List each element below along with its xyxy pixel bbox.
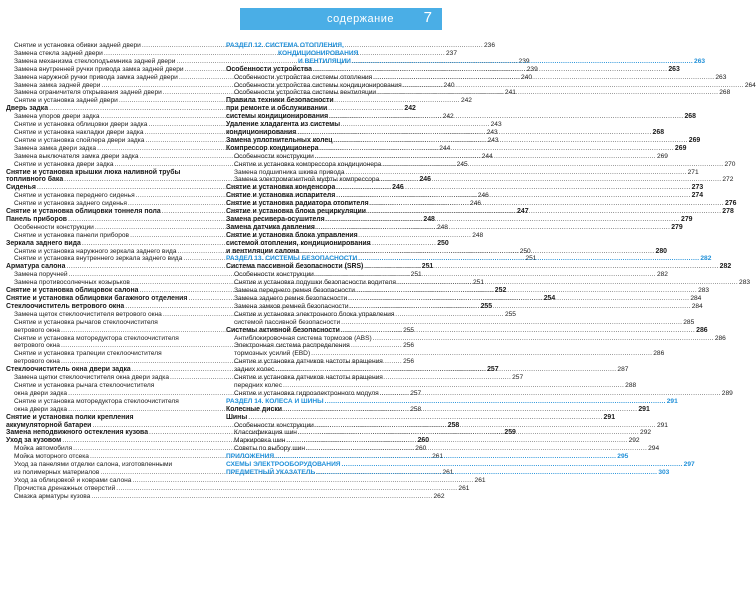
toc-page-number: 276 — [724, 200, 737, 208]
toc-entry-title: системой пассивной безопасности — [234, 318, 341, 326]
toc-page-number: 273 — [691, 184, 704, 192]
toc-entry[interactable] — [226, 271, 668, 279]
toc-page-number: 236 — [483, 42, 495, 49]
dot-leader — [333, 137, 687, 145]
toc-entry-title: окна двери задка — [14, 405, 68, 413]
toc-page-number: 283 — [698, 287, 710, 295]
dot-leader — [350, 303, 691, 311]
toc-entry-title: Снятие и установка двери задка — [14, 160, 114, 168]
toc-page-number: 248 — [472, 231, 484, 239]
toc-page-number: 261 — [458, 484, 470, 492]
toc-entry-title: РАЗДЕЛ 13. СИСТЕМЫ БЕЗОПАСНОСТИ — [226, 255, 358, 263]
toc-page-number: 256 — [403, 358, 415, 366]
toc-page-number: 289 — [721, 389, 733, 397]
toc-entry-title: Замена внутренней ручки привода замка задней двери — [14, 65, 184, 73]
toc-page-number: 286 — [714, 334, 726, 342]
toc-entry-title: ветрового окна — [14, 358, 60, 366]
toc-entry[interactable] — [226, 184, 704, 192]
toc-entry-title: Смазка арматуры кузова — [14, 492, 91, 500]
dot-leader — [116, 485, 457, 493]
toc-entry-title: Зеркала заднего вида — [6, 239, 81, 247]
toc-heading-line: при ремонте и обслуживании — [226, 105, 328, 113]
toc-entry-title: Замена неподвижного остекления кузова — [6, 429, 149, 437]
dot-leader — [346, 169, 687, 177]
toc-entry-title: Снятие и установка задней двери — [14, 97, 118, 105]
dot-leader — [373, 335, 714, 343]
dot-leader — [298, 429, 639, 437]
toc-entry[interactable] — [6, 476, 486, 485]
toc-page-number: 285 — [683, 318, 695, 326]
toc-entry-title: кондиционирования — [226, 128, 297, 136]
toc-entry-line: Снятие и установка рычага стеклоочистителя — [14, 381, 155, 389]
toc-page-number: 303 — [658, 468, 670, 476]
dot-leader — [315, 153, 656, 161]
toc-entry-title: Замена ресивера-осушителя — [226, 215, 325, 223]
toc-entry-title: задних колес — [234, 366, 275, 374]
toc-heading-line: системой отопления, кондиционирования — [226, 239, 371, 247]
dot-leader — [342, 461, 683, 469]
toc-entry-title: Снятие и установка конденсора — [226, 184, 336, 192]
toc-page-number: 239 — [518, 57, 530, 65]
toc-entry-title: Классификация шин — [234, 429, 297, 437]
toc-page-number: 271 — [687, 168, 699, 176]
toc-entry-title: Замена переднего ремня безопасности — [234, 287, 355, 295]
toc-entry-title: Замена замков ремней безопасности — [234, 302, 349, 310]
toc-entry[interactable] — [226, 405, 650, 414]
dot-leader — [377, 89, 718, 97]
toc-heading-line: РАЗДЕЛ 12. СИСТЕМА ОТОПЛЕНИЯ, — [226, 42, 344, 49]
toc-entry-title: Стеклоочиститель окна двери задка — [6, 366, 131, 374]
toc-entry-line: Снятие и установка трапеции стеклоочистителя — [14, 350, 162, 358]
toc-page-number: 268 — [719, 89, 731, 97]
toc-page-number: 254 — [543, 295, 556, 302]
toc-entry-title: Уход за кузовом — [6, 437, 62, 445]
toc-entry-title: Снятие и установка гидроэлектронного модуля — [234, 389, 379, 397]
dot-leader — [300, 248, 654, 256]
toc-entry[interactable] — [226, 389, 733, 398]
toc-page-number: 260 — [415, 445, 427, 453]
toc-entry-title: Снятие и установка облицовки двери задка — [14, 121, 148, 129]
toc-page-number: 255 — [403, 326, 415, 334]
toc-page-number: 261 — [442, 468, 454, 476]
dot-leader — [91, 493, 432, 501]
dot-leader — [297, 129, 651, 137]
toc-heading-line: Снятие и установка блока управления — [226, 231, 358, 239]
toc-entry-title: Особенности устройства системы вентиляции — [234, 89, 377, 97]
toc-entry-title: Маркировка шин — [234, 437, 286, 445]
toc-entry-title: Шины — [226, 413, 248, 421]
dot-leader — [275, 366, 616, 374]
toc-entry[interactable] — [226, 413, 616, 422]
toc-entry-title: ветрового окна — [14, 342, 60, 350]
dot-leader — [316, 224, 670, 232]
toc-page-number: 269 — [688, 136, 701, 144]
dot-leader — [336, 184, 690, 192]
toc-entry[interactable] — [226, 350, 665, 358]
toc-entry-title: Снятие и установка спойлера двери задка — [14, 136, 145, 144]
toc-entry-title: Снятие и установка заднего сиденья — [14, 200, 127, 208]
toc-entry-title: Дверь задка — [6, 105, 49, 113]
toc-page-number: 243 — [486, 128, 498, 136]
toc-heading-line: Удаление хладагента из системы — [226, 121, 341, 129]
dot-leader — [352, 58, 693, 66]
dot-leader — [325, 398, 666, 406]
toc-entry-title: Особенности конструкции — [14, 223, 94, 231]
toc-entry-title: аккумуляторной батареи — [6, 421, 92, 429]
toc-entry-title: Антиблокировочная система тормозов (ABS) — [234, 334, 372, 342]
dot-leader — [380, 176, 721, 184]
toc-entry-title: Прочистка дренажных отверстий — [14, 484, 116, 492]
toc-entry[interactable] — [226, 445, 660, 453]
toc-page-number: 258 — [447, 421, 460, 429]
toc-entry-title: Снятие и установка облицовки багажного отделения — [6, 295, 188, 302]
dot-leader — [132, 477, 473, 485]
toc-entry-title: Особенности устройства системы кондиционирования — [234, 81, 402, 89]
toc-entry-title: ветрового окна — [14, 326, 60, 334]
toc-page-number: 263 — [715, 73, 727, 81]
toc-entry-title: Замена выключателя замка двери задка — [14, 152, 139, 160]
toc-page-number: 250 — [437, 239, 449, 247]
toc-page-number: 295 — [617, 453, 629, 461]
toc-page-number: 242 — [442, 113, 454, 121]
toc-page-number: 248 — [423, 215, 435, 223]
dot-leader — [248, 414, 602, 422]
dot-leader — [341, 319, 682, 327]
toc-entry-title: Замена стекла задней двери — [14, 49, 103, 57]
toc-page-number: 258 — [410, 405, 422, 413]
toc-page-number: 251 — [421, 263, 434, 271]
dot-leader — [403, 82, 744, 90]
toc-entry-title: ПРЕДМЕТНЫЙ УКАЗАТЕЛЬ — [226, 468, 316, 476]
toc-entry-title: Снятие и установка обивки задней двери — [14, 42, 141, 49]
toc-page-number: 291 — [638, 405, 650, 413]
toc-entry[interactable] — [226, 176, 734, 184]
toc-entry-title: тормозных усилий (EBD) — [234, 350, 311, 358]
toc-entry-title: Арматура салона — [6, 263, 66, 271]
dot-leader — [329, 113, 683, 121]
toc-page-number: 264 — [744, 81, 756, 89]
toc-entry-title: из полимерных материалов — [14, 468, 100, 476]
toc-entry[interactable] — [6, 492, 445, 501]
toc-page-number: 261 — [474, 476, 486, 484]
toc-entry-line: Снятие и установка крышки люка наливной трубы — [6, 168, 181, 176]
toc-page-number: 282 — [700, 255, 712, 263]
toc-page-number: 242 — [404, 105, 416, 113]
toc-page-number: 251 — [410, 271, 422, 279]
dot-leader — [326, 216, 680, 224]
toc-entry-title: Снятие и установка испарителя — [226, 192, 336, 200]
toc-page-number: 244 — [481, 152, 493, 160]
toc-entry-title: Панель приборов — [6, 215, 68, 223]
toc-page-number: 244 — [439, 144, 451, 152]
toc-page-number: 291 — [656, 421, 668, 429]
toc-page-number: 246 — [470, 200, 482, 208]
toc-page-number: 270 — [724, 160, 736, 168]
toc-entry-title: Особенности устройства — [226, 65, 312, 73]
toc-entry-title: ПРИЛОЖЕНИЯ — [226, 453, 275, 461]
toc-entry-title: Замена датчика давления — [226, 223, 315, 231]
toc-page-number: 268 — [684, 113, 696, 121]
dot-leader — [380, 390, 721, 398]
toc-page-number: 286 — [696, 326, 708, 334]
toc-entry-title: Особенности конструкции — [234, 271, 314, 279]
toc-entry-title: Замена подшипника шкива привода — [234, 168, 345, 176]
toc-page-number: 269 — [656, 152, 668, 160]
toc-page-number: 251 — [525, 255, 537, 263]
toc-entry[interactable] — [226, 334, 726, 343]
dot-leader — [316, 469, 657, 477]
toc-page-number: 280 — [655, 247, 667, 255]
toc-entry-title: топливного бака — [6, 176, 64, 184]
toc-page-number: 248 — [436, 223, 448, 231]
toc-entry[interactable] — [226, 326, 708, 335]
toc-page-number: 291 — [603, 413, 616, 421]
toc-entry-title: Снятие и установка блока рециркуляции — [226, 208, 366, 216]
dot-leader — [382, 161, 723, 169]
toc-page-number: 288 — [625, 381, 637, 389]
toc-entry-title: Замена упоров двери задка — [14, 113, 100, 121]
toc-page-number: 243 — [487, 136, 499, 144]
toc-page-number: 279 — [671, 223, 683, 231]
toc-page-number: 282 — [719, 263, 732, 271]
toc-entry-title: Замена противосолнечных козырьков — [14, 279, 130, 287]
toc-entry-title: окна двери задка — [14, 389, 68, 397]
toc-page-number: 243 — [490, 121, 502, 129]
toc-page-number: 287 — [617, 366, 629, 374]
toc-entry-title: Мойка автомобиля — [14, 445, 73, 453]
dot-leader — [283, 406, 637, 414]
toc-entry-title: Замена щетки стеклоочистителя окна двери задка — [14, 374, 170, 382]
toc-entry-title: Уход за облицовкой и коврами салона — [14, 476, 132, 484]
toc-entry-title: Колесные диски — [226, 405, 283, 413]
toc-section-link[interactable] — [226, 397, 678, 406]
toc-entry-line: Снятие и установка рычагов стеклоочистителя — [14, 318, 158, 326]
toc-entry-title: Замена щеток стеклоочистителя ветрового окна — [14, 310, 162, 318]
toc-entry[interactable] — [226, 318, 695, 327]
toc-heading-line: Правила техники безопасности — [226, 97, 334, 105]
toc-page-number: 292 — [640, 429, 652, 437]
toc-page-number: 263 — [694, 57, 706, 65]
toc-entry-title: передних колес — [234, 381, 283, 389]
toc-entry-line: Снятие и установка датчиков частоты вращения — [234, 358, 383, 366]
toc-page-number: 257 — [512, 374, 524, 382]
toc-entry-title: Снятие и установка панели приборов — [14, 231, 130, 239]
toc-section-link[interactable] — [226, 461, 695, 469]
toc-entry-title: Снятие и установка облицовки тоннеля пола — [6, 208, 161, 216]
dot-leader — [320, 145, 674, 153]
toc-page-number: 246 — [477, 192, 489, 200]
toc-entry-title: Замена уплотнительных колец — [226, 136, 333, 144]
toc-page-number: 282 — [656, 271, 668, 279]
toc-page-number: 255 — [480, 302, 493, 310]
dot-leader — [275, 453, 616, 461]
dot-leader — [356, 287, 697, 295]
toc-page-number: 257 — [487, 366, 499, 374]
toc-entry-line: Уход за панелями отделки салона, изготовленными — [14, 461, 173, 469]
dot-leader — [367, 208, 721, 216]
dot-leader — [348, 295, 689, 303]
dot-leader — [306, 445, 647, 453]
toc-entry[interactable] — [6, 484, 470, 493]
toc-page-number: 240 — [443, 81, 455, 89]
toc-page-number: 297 — [683, 461, 695, 469]
toc-entry-title: РАЗДЕЛ 14. КОЛЕСА И ШИНЫ — [226, 397, 324, 405]
toc-entry-title: Системы активной безопасности — [226, 326, 340, 334]
toc-entry-title: Советы по выбору шин — [234, 445, 305, 453]
toc-entry-title: Замена поручней — [14, 271, 68, 279]
toc-entry-title: Снятие и установка облицовок салона — [6, 287, 139, 295]
toc-entry-title: Снятие и установка переднего сиденья — [14, 192, 135, 200]
toc-entry-title: и вентиляции салона — [226, 247, 300, 255]
toc-entry-title: Мойка моторного отсека — [14, 453, 89, 461]
toc-page-number: 279 — [681, 215, 693, 223]
toc-page-number: 240 — [520, 73, 532, 81]
toc-page-number: 284 — [690, 295, 702, 302]
toc-page-number: 291 — [666, 397, 678, 405]
dot-leader — [315, 271, 656, 279]
toc-page-number: 272 — [722, 176, 734, 184]
toc-page-number: 250 — [519, 247, 531, 255]
dot-leader — [336, 192, 690, 200]
dot-leader — [313, 66, 667, 74]
toc-page-number: 247 — [517, 208, 529, 216]
toc-page-number: 245 — [456, 160, 468, 168]
toc-page-number: 263 — [668, 65, 680, 73]
toc-page-number: 261 — [432, 453, 444, 461]
toc-page-number: 260 — [417, 437, 430, 445]
toc-entry-line: Снятие и установка электронного блока управления — [234, 310, 395, 318]
toc-page-number: 237 — [446, 49, 458, 57]
toc-page-number: 268 — [652, 128, 665, 136]
toc-entry-title: И ВЕНТИЛЯЦИИ — [298, 57, 351, 65]
dot-leader — [397, 279, 738, 287]
toc-page-number: 294 — [648, 445, 660, 453]
toc-page-number: 292 — [628, 437, 640, 445]
toc-page-number: 246 — [392, 184, 404, 192]
toc-page-number: 269 — [674, 144, 687, 152]
toc-entry-title: Замена замка двери задка — [14, 144, 97, 152]
toc-page-number: 252 — [494, 287, 507, 295]
dot-leader — [370, 200, 724, 208]
dot-leader — [286, 437, 627, 445]
toc-entry-title: Компрессор кондиционера — [226, 144, 319, 152]
section-title: содержание — [327, 13, 394, 25]
toc-entry-title: Замена электромагнитной муфты компрессора — [234, 176, 380, 184]
toc-entry-title: Особенности устройства системы отопления — [234, 73, 373, 81]
toc-entry-line: Снятие и установка моторедуктора стеклоочистителя — [14, 397, 179, 405]
toc-page-number: 256 — [403, 342, 415, 350]
toc-entry-title: системы кондиционирования — [226, 113, 329, 121]
toc-entry-title: Особенности конструкции — [234, 421, 314, 429]
toc-entry-title: Стеклоочиститель ветрового окна — [6, 302, 125, 310]
toc-entry-title: Замена ограничителя открывания задней двери — [14, 89, 162, 97]
toc-entry-line: Снятие и установка полки крепления — [6, 413, 134, 421]
toc-page-number: 259 — [504, 429, 516, 437]
toc-entry-title: Особенности конструкции — [234, 152, 314, 160]
dot-leader — [341, 327, 695, 335]
page-number: 7 — [423, 9, 432, 26]
toc-page-number: 278 — [722, 208, 734, 216]
toc-section-link[interactable] — [226, 453, 629, 461]
toc-entry-line: Снятие и установка моторедуктора стеклоочистителя — [14, 334, 179, 342]
toc-page-number: 251 — [473, 279, 485, 287]
dot-leader — [283, 382, 624, 390]
dot-leader — [315, 422, 656, 430]
toc-page-number: 239 — [526, 65, 538, 73]
toc-page-number: 284 — [691, 302, 703, 310]
toc-entry-title: Снятие и установка радиатора отопителя — [226, 200, 369, 208]
toc-entry-title: Снятие и установка внутреннего зеркала заднего вида — [14, 255, 183, 263]
toc-heading-line: КОНДИЦИОНИРОВАНИЯ — [278, 49, 359, 57]
toc-entry-title: Сиденья — [6, 184, 36, 192]
toc-page-number: 241 — [504, 89, 516, 97]
toc-entry-title: Снятие и установка накладки двери задка — [14, 128, 144, 136]
toc-entry-title: Снятие и установка подушки безопасности водителя — [234, 279, 396, 287]
toc-entry-title: Снятие и установка наружного зеркала заднего вида — [14, 247, 177, 255]
dot-leader — [364, 263, 718, 271]
toc-page-number: 283 — [739, 279, 751, 287]
toc-page-number: 262 — [433, 492, 445, 500]
toc-entry[interactable] — [226, 215, 693, 224]
dot-leader — [373, 74, 714, 82]
toc-page-number: 242 — [460, 97, 472, 105]
toc-entry[interactable] — [226, 381, 637, 390]
page-header — [0, 0, 442, 36]
toc-page-number: 246 — [419, 176, 431, 184]
toc-page-number: 286 — [653, 350, 665, 358]
toc-entry-title: Замена заднего ремня безопасности — [234, 295, 348, 302]
toc-page-number: 274 — [691, 192, 704, 200]
toc-page-number: 255 — [504, 310, 516, 318]
toc-entry-title: Замена замка задней двери — [14, 81, 101, 89]
dot-leader — [311, 350, 652, 358]
toc-page-number: 257 — [410, 389, 422, 397]
toc-entry-title: Снятие и установка компрессора кондиционера — [234, 160, 382, 168]
toc-entry-title: Замена механизма стеклоподъемника задней двери — [14, 57, 176, 65]
toc-entry-title: Система пассивной безопасности (SRS) — [226, 263, 364, 271]
toc-entry-title: Замена наружной ручки привода замка задней двери — [14, 73, 178, 81]
toc-entry-title: СХЕМЫ ЭЛЕКТРООБОРУДОВАНИЯ — [226, 461, 341, 469]
dot-leader — [358, 255, 699, 263]
toc-entry-line: Снятие и установка датчиков частоты вращения — [234, 374, 383, 382]
toc-entry-line: Электронная система распределения — [234, 342, 350, 350]
